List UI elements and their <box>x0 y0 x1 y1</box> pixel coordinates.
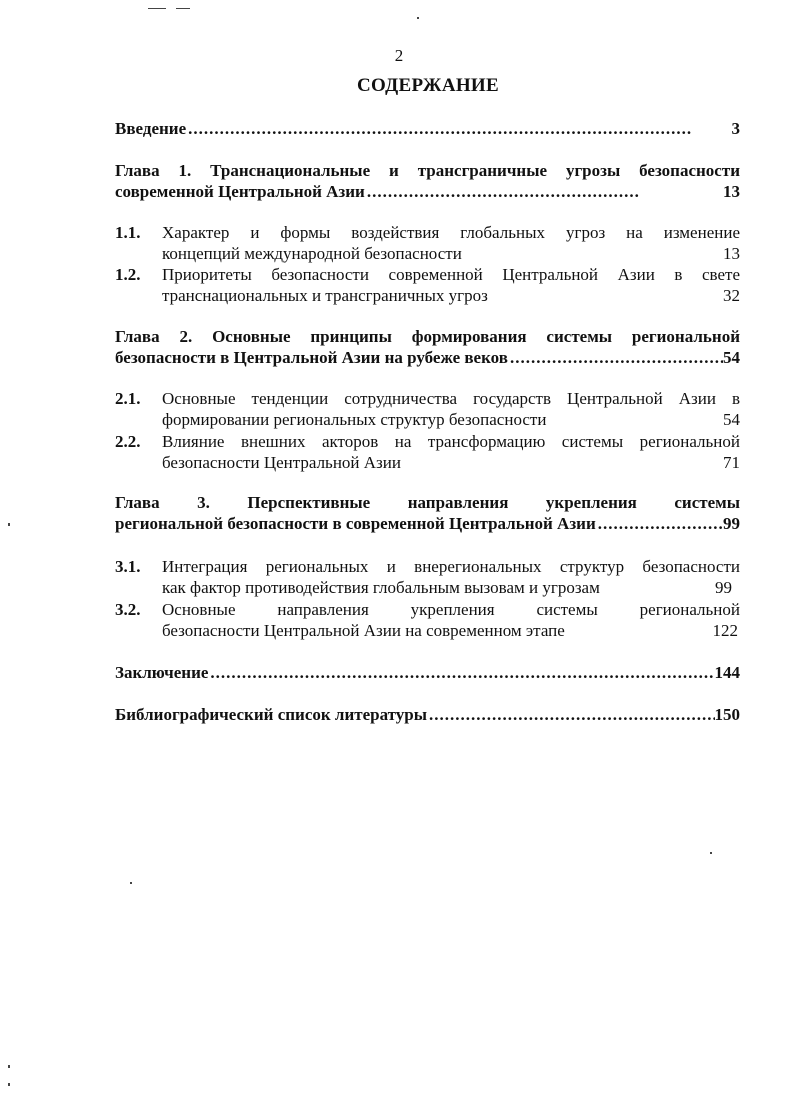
toc-chapter-3 <box>115 492 740 534</box>
section-number: 1.2. <box>115 265 141 284</box>
scan-mark <box>148 8 166 9</box>
scan-dot <box>417 17 419 19</box>
section-title-line2: как фактор противодействия глобальным вызовам и угрозам <box>162 578 600 597</box>
section-title-line1: Приоритеты безопасности современной Центральной Азии в свете <box>162 265 740 284</box>
section-title-line2: безопасности Центральной Азии на современном этапе <box>162 621 565 640</box>
section-number: 3.1. <box>115 557 141 576</box>
scan-dot <box>130 882 132 884</box>
chapter-1-title-line1: Глава 1. Транснациональные и трансграничные угрозы безопасности <box>115 161 740 180</box>
chapter-1-page: 13 <box>723 182 740 201</box>
section-number: 3.2. <box>115 600 141 619</box>
section-page: 32 <box>723 286 740 305</box>
toc-conclusion-label: Заключение <box>115 663 209 682</box>
toc-bibliography-page: 150 <box>714 705 740 724</box>
section-page: 71 <box>723 453 740 472</box>
chapter-3-title-line2: региональной безопасности в современной Центральной Азии <box>115 514 596 533</box>
toc-section-1-1 <box>115 222 740 264</box>
chapter-2-title-line2: безопасности в Центральной Азии на рубеже веков <box>115 348 508 367</box>
dot-leader <box>186 118 691 139</box>
section-number: 2.1. <box>115 389 141 408</box>
toc-chapter-1 <box>115 160 740 202</box>
scan-dot <box>8 1065 10 1068</box>
toc-bibliography-label: Библиографический список литературы <box>115 705 428 724</box>
scan-dot <box>8 523 10 526</box>
section-title-line2: концепций международной безопасности <box>162 244 462 263</box>
toc-intro-label: Введение <box>115 119 187 138</box>
section-page: 99 <box>715 578 732 597</box>
chapter-2-page: 54 <box>723 348 740 367</box>
toc-conclusion <box>115 662 740 683</box>
toc-section-1-2 <box>115 264 740 306</box>
chapter-2-title-line1: Глава 2. Основные принципы формирования системы региональной <box>115 327 740 346</box>
chapter-3-title-line1: Глава 3. Перспективные направления укрепления системы <box>115 493 740 512</box>
section-title-line2: формировании региональных структур безопасности <box>162 410 547 429</box>
toc-intro-page: 3 <box>731 119 740 138</box>
dot-leader <box>365 181 639 202</box>
section-title-line1: Основные тенденции сотрудничества государств Центральной Азии в <box>162 389 740 408</box>
dot-leader <box>208 662 714 683</box>
toc-section-3-1 <box>115 556 740 598</box>
dot-leader <box>427 704 714 725</box>
section-title-line1: Характер и формы воздействия глобальных угроз на изменение <box>162 223 740 242</box>
section-page: 54 <box>723 410 740 429</box>
toc-section-2-1 <box>115 388 740 430</box>
section-page: 122 <box>712 621 738 640</box>
toc-section-2-2 <box>115 431 740 473</box>
section-title-line2: транснациональных и трансграничных угроз <box>162 286 488 305</box>
section-title-line2: безопасности Центральной Азии <box>162 453 401 472</box>
page-number: 2 <box>394 46 404 65</box>
section-title-line1: Интеграция региональных и внерегиональных структур безопасности <box>162 557 740 576</box>
scan-dot <box>8 1083 10 1086</box>
toc-bibliography <box>115 704 740 725</box>
dot-leader <box>508 347 723 368</box>
scan-mark <box>176 8 190 9</box>
scan-dot <box>710 852 712 854</box>
dot-leader <box>596 513 723 534</box>
section-title-line1: Основные направления укрепления системы региональной <box>162 600 740 619</box>
toc-conclusion-page: 144 <box>714 663 740 682</box>
toc-intro <box>115 118 740 139</box>
section-number: 2.2. <box>115 432 141 451</box>
toc-chapter-2 <box>115 326 740 368</box>
toc-section-3-2 <box>115 599 740 641</box>
section-page: 13 <box>723 244 740 263</box>
chapter-1-title-line2: современной Центральной Азии <box>115 182 365 201</box>
page-title: СОДЕРЖАНИЕ <box>357 75 499 96</box>
section-title-line1: Влияние внешних акторов на трансформацию системы региональной <box>162 432 740 451</box>
section-number: 1.1. <box>115 223 141 242</box>
chapter-3-page: 99 <box>723 514 740 533</box>
